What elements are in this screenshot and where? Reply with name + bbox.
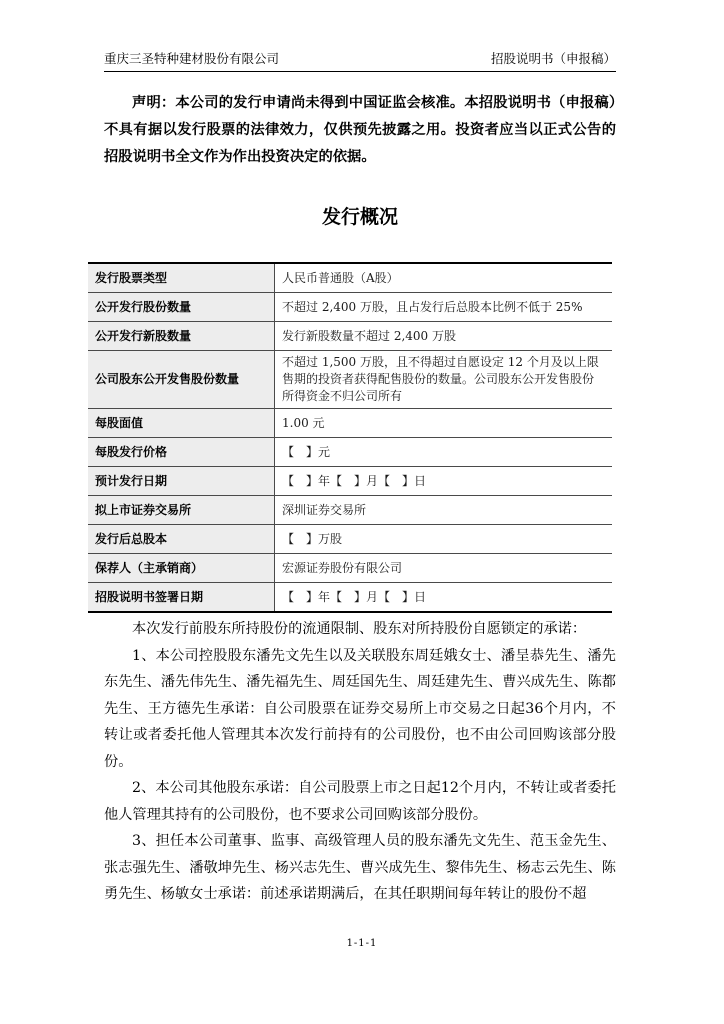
row-label: 每股发行价格 (88, 438, 275, 467)
table-row (88, 351, 612, 409)
row-label: 预计发行日期 (88, 467, 275, 496)
row-label: 拟上市证券交易所 (88, 496, 275, 525)
table-row (88, 263, 612, 293)
paragraph: 3、担任本公司董事、监事、高级管理人员的股东潘先文先生、范玉金先生、张志强先生、潘敬坤先生、杨兴志先生、曹兴成先生、黎伟先生、杨志云先生、陈勇先生、杨敏女士承诺：前述承诺期满后，在其任职期间每年转让的股份不超 (104, 833, 616, 902)
row-label: 每股面值 (88, 409, 275, 438)
row-label: 公开发行股份数量 (88, 293, 275, 322)
row-label: 保荐人（主承销商） (88, 554, 275, 583)
paragraph: 1、本公司控股股东潘先文先生以及关联股东周廷娥女士、潘呈恭先生、潘先东先生、潘先伟先生、潘先福先生、周廷国先生、周廷建先生、曹兴成先生、陈都先生、王方德先生承诺：自公司股票在证券交易所上市交易之日起36个月内，不转让或者委托他人管理其本次发行前持有的公司股份，也不由公司回购该部分股份。 (104, 647, 616, 770)
row-label: 招股说明书签署日期 (88, 583, 275, 613)
table-row (88, 525, 612, 554)
row-label: 发行股票类型 (88, 263, 275, 293)
row-value: 不超过 1,500 万股，且不得超过自愿设定 12 个月及以上限售期的投资者获得配售股份的数量。公司股东公开发售股份所得资金不归公司所有 (275, 351, 613, 409)
table-row (88, 467, 612, 496)
issue-overview-table (88, 262, 612, 613)
paragraph: 本次发行前股东所持股份的流通限制、股东对所持股份自愿锁定的承诺： (132, 621, 587, 637)
table-row (88, 496, 612, 525)
section-title: 发行概况 (321, 206, 398, 228)
page-number: 1-1-1 (346, 938, 378, 949)
row-value: 不超过 2,400 万股，且占发行后总股本比例不低于 25% (275, 293, 613, 322)
row-value: 【 】元 (275, 438, 613, 467)
table-row (88, 438, 612, 467)
row-value: 人民币普通股（A股） (275, 263, 613, 293)
page-header (104, 50, 616, 72)
table-row (88, 322, 612, 351)
row-label: 发行后总股本 (88, 525, 275, 554)
table-row (88, 293, 612, 322)
row-value: 【 】万股 (275, 525, 613, 554)
table-row (88, 583, 612, 613)
row-value: 1.00 元 (275, 409, 613, 438)
row-value: 深圳证券交易所 (275, 496, 613, 525)
header-doc-type: 招股说明书（申报稿） (490, 51, 616, 66)
row-value: 宏源证券股份有限公司 (275, 554, 613, 583)
row-value: 发行新股数量不超过 2,400 万股 (275, 322, 613, 351)
header-company: 重庆三圣特种建材股份有限公司 (104, 51, 280, 66)
table-row (88, 554, 612, 583)
row-label: 公开发行新股数量 (88, 322, 275, 351)
lockup-commitments (104, 616, 616, 908)
row-label: 公司股东公开发售股份数量 (88, 351, 275, 409)
paragraph: 2、本公司其他股东承诺：自公司股票上市之日起12个月内，不转让或者委托他人管理其持有的公司股份，也不要求公司回购该部分股份。 (104, 780, 616, 823)
table-row (88, 409, 612, 438)
row-value: 【 】年【 】月【 】日 (275, 583, 613, 613)
declaration-notice: 声明：本公司的发行申请尚未得到中国证监会核准。本招股说明书（申报稿）不具有据以发行股票的法律效力，仅供预先披露之用。投资者应当以正式公告的招股说明书全文作为作出投资决定的依据。 (104, 95, 616, 165)
row-value: 【 】年【 】月【 】日 (275, 467, 613, 496)
